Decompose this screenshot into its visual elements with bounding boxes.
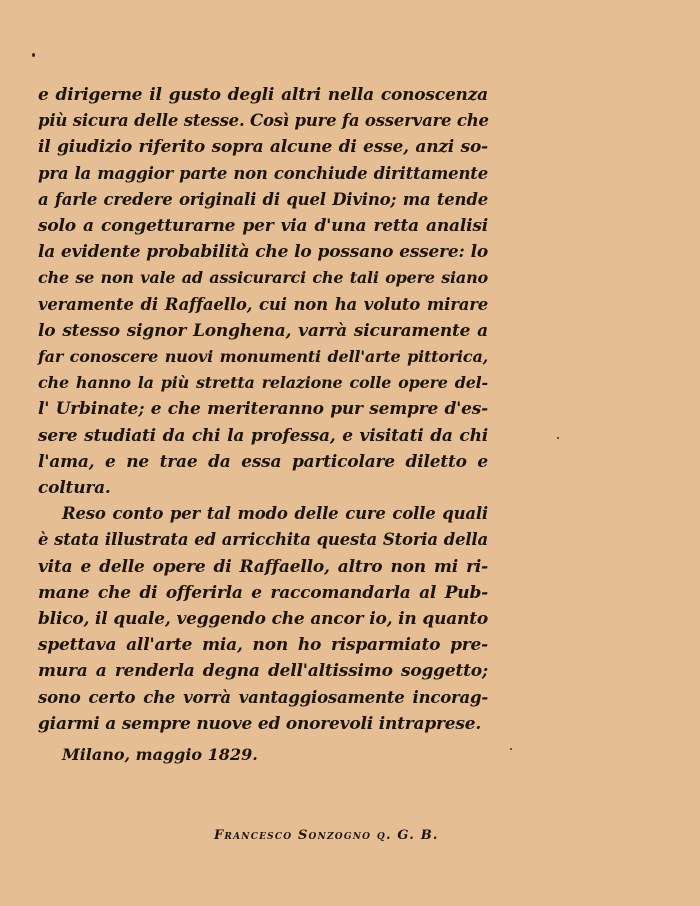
text-line: lo stesso signor Longhena, varrà sicuramente a (38, 320, 488, 341)
text-line: sere studiati da chi la professa, e visitati da chi (38, 425, 488, 446)
text-line-last: giarmi a sempre nuove ed onorevoli intraprese. (38, 713, 482, 734)
publisher-signature: Francesco Sonzogno q. G. B. (214, 828, 439, 843)
ink-speck (557, 437, 559, 439)
text-line: mura a renderla degna dell'altissimo soggetto; (38, 661, 488, 682)
text-line-last: coltura. (38, 478, 111, 499)
ink-speck (510, 748, 512, 750)
text-line: far conoscere nuovi monumenti dell'arte pittorica, (38, 347, 488, 367)
text-line: Reso conto per tal modo delle cure colle quali (62, 504, 488, 524)
text-line: vita e delle opere di Raffaello, altro non mi ri- (38, 556, 488, 577)
text-line: più sicura delle stesse. Così pure fa osservare che (38, 111, 489, 131)
text-line: a farle credere originali di quel Divino; ma tende (38, 189, 488, 209)
text-line: che hanno la più stretta relazione colle opere del- (38, 373, 488, 393)
text-line: la evidente probabilità che lo possano essere: lo (38, 242, 488, 263)
ink-speck (32, 53, 35, 57)
paragraph-1 (38, 82, 488, 501)
place-date: Milano, maggio 1829. (62, 745, 258, 764)
text-line: che se non vale ad assicurarci che tali opere siano (38, 268, 488, 288)
text-line: e dirigerne il gusto degli altri nella conoscenza (38, 85, 488, 105)
text-line: mane che di offerirla e raccomandarla al Pub- (38, 582, 488, 603)
text-line: l' Urbinate; e che meriteranno pur sempre d'es- (38, 399, 488, 420)
text-line: pra la maggior parte non conchiude dirittamente (38, 163, 488, 183)
text-line: veramente di Raffaello, cui non ha voluto mirare (38, 294, 488, 314)
body-text (38, 82, 488, 737)
text-line: spettava all'arte mia, non ho risparmiato pre- (38, 635, 488, 656)
text-line: il giudizio riferito sopra alcune di esse, anzi so- (38, 137, 488, 158)
text-line: l'ama, e ne trae da essa particolare diletto e (38, 451, 488, 472)
paragraph-2 (38, 501, 488, 737)
text-line: solo a congetturarne per via d'una retta analisi (38, 216, 488, 237)
text-line: blico, il quale, veggendo che ancor io, in quanto (38, 609, 488, 630)
text-line: sono certo che vorrà vantaggiosamente incorag- (38, 687, 488, 707)
text-line: è stata illustrata ed arricchita questa Storia della (38, 530, 488, 550)
